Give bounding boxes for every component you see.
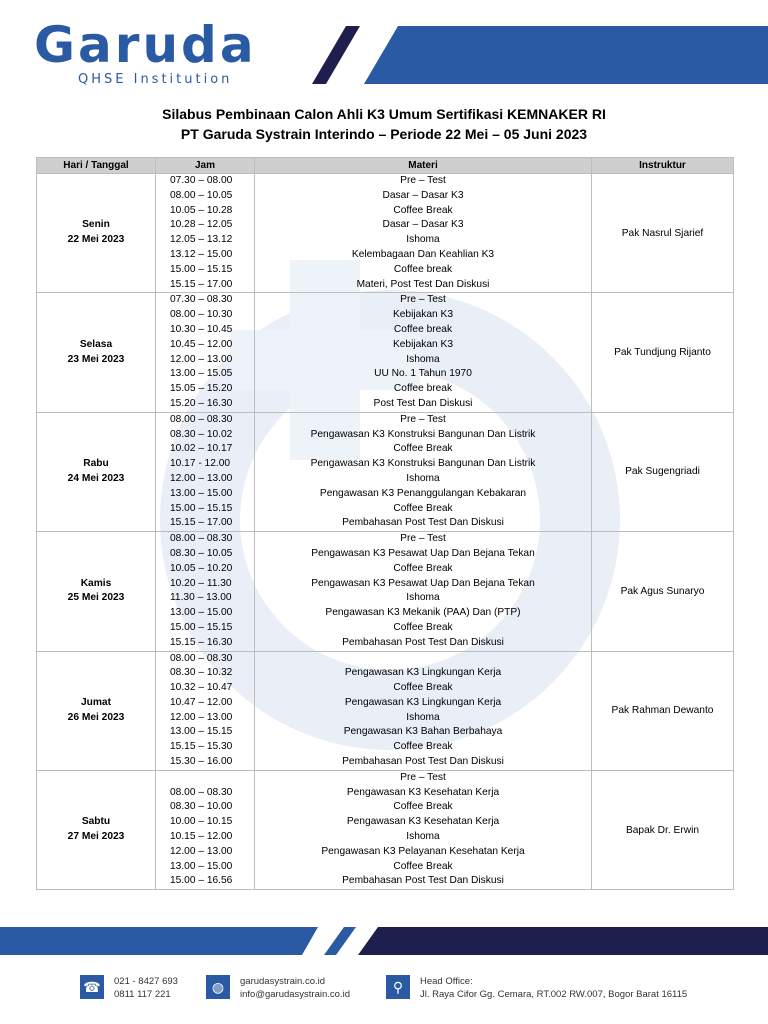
- material-cell: [255, 293, 592, 412]
- day-cell: [37, 770, 156, 889]
- day-date: 22 Mei 2023: [67, 234, 125, 246]
- day-cell: [37, 651, 156, 770]
- logo-name: Garuda: [34, 16, 257, 74]
- time-slot: 12.00 – 13.00: [170, 845, 233, 857]
- time-slot: 08.00 – 08.30: [170, 413, 233, 425]
- material-cell: [255, 412, 592, 531]
- table-row: [37, 412, 734, 531]
- material-item: Coffee break: [393, 323, 453, 335]
- time-slot: 10.28 – 12.05: [170, 219, 233, 231]
- material-item: [255, 652, 591, 667]
- time-slot: 08.00 – 08.30: [170, 652, 233, 664]
- time-slot: 08.30 – 10.05: [170, 547, 233, 559]
- office-label: Head Office:: [420, 976, 473, 987]
- time-slot: 13.12 – 15.00: [170, 248, 233, 260]
- globe-icon: ◍: [206, 975, 230, 999]
- day-name: Selasa: [79, 338, 113, 350]
- header-time: Jam: [156, 158, 255, 174]
- material-item: Pembahasan Post Test Dan Diskusi: [342, 636, 504, 648]
- material-item: Kelembagaan Dan Keahlian K3: [351, 248, 495, 260]
- phone-number-1: 021 - 8427 693: [114, 976, 178, 987]
- table-row: [37, 532, 734, 651]
- website-link[interactable]: garudasystrain.co.id: [240, 976, 326, 987]
- material-item: Pengawasan K3 Kesehatan Kerja: [346, 786, 500, 798]
- material-item: Coffee Break: [393, 801, 453, 813]
- time-slot: 13.00 – 15.00: [170, 487, 233, 499]
- day-date: 27 Mei 2023: [67, 831, 125, 843]
- time-slot: 08.00 – 10.30: [170, 309, 233, 321]
- day-name: Senin: [82, 219, 110, 231]
- day-cell: [37, 174, 156, 293]
- material-cell: [255, 770, 592, 889]
- phone-icon: ☎: [80, 975, 104, 999]
- day-name: Kamis: [80, 577, 112, 589]
- instructor-cell: Pak Tundjung Rijanto: [592, 293, 734, 412]
- day-cell: [37, 532, 156, 651]
- time-slot: 10.15 – 12.00: [170, 831, 233, 843]
- time-slot: 13.00 – 15.00: [170, 860, 233, 872]
- material-item: Kebijakan K3: [392, 309, 454, 321]
- material-item: Pre – Test: [400, 771, 446, 783]
- material-item: Coffee Break: [393, 621, 453, 633]
- time-slot: 08.30 – 10.00: [170, 801, 233, 813]
- office-address: Jl. Raya Cifor Gg. Cemara, RT.002 RW.007, Bogor Barat 16115: [420, 989, 688, 1000]
- footer-banner: [0, 915, 768, 965]
- time-slot: 10.00 – 10.15: [170, 816, 233, 828]
- table-row: [37, 770, 734, 889]
- time-slot: 10.20 – 11.30: [170, 577, 232, 589]
- time-slot: 15.15 – 16.30: [170, 636, 233, 648]
- material-item: Ishoma: [406, 592, 440, 604]
- material-item: Materi, Post Test Dan Diskusi: [356, 278, 490, 290]
- day-date: 25 Mei 2023: [67, 592, 125, 604]
- contact-office: [386, 975, 687, 1001]
- contact-web: [206, 975, 350, 1001]
- material-item: Pengawasan K3 Lingkungan Kerja: [344, 696, 502, 708]
- material-item: Coffee Break: [393, 860, 453, 872]
- material-item: Ishoma: [406, 472, 440, 484]
- time-slot: 08.00 – 08.30: [170, 786, 233, 798]
- material-item: Coffee break: [393, 383, 453, 395]
- material-item: Pembahasan Post Test Dan Diskusi: [342, 756, 504, 768]
- time-slot: 15.00 – 15.15: [170, 263, 233, 275]
- instructor-cell: Pak Nasrul Sjarief: [592, 174, 734, 293]
- material-item: Ishoma: [406, 353, 440, 365]
- time-slot: 15.15 – 15.30: [170, 741, 233, 753]
- material-item: Pre – Test: [400, 533, 446, 545]
- time-cell: [156, 532, 255, 651]
- header-day: Hari / Tanggal: [37, 158, 156, 174]
- time-slot: 13.00 – 15.05: [170, 368, 233, 380]
- email-link[interactable]: info@garudasystrain.co.id: [240, 989, 350, 1000]
- material-item: Coffee Break: [393, 443, 453, 455]
- time-slot: 15.15 – 17.00: [170, 278, 233, 290]
- location-pin-icon: ⚲: [386, 975, 410, 999]
- material-item: Pembahasan Post Test Dan Diskusi: [342, 875, 504, 887]
- contact-phone: [80, 975, 178, 1001]
- time-slot: 15.00 – 16.56: [170, 875, 233, 887]
- material-item: Post Test Dan Diskusi: [373, 397, 473, 409]
- material-item: Pengawasan K3 Pesawat Uap Dan Bejana Tekan: [311, 547, 535, 559]
- material-cell: [255, 532, 592, 651]
- time-cell: [156, 293, 255, 412]
- time-slot: 13.00 – 15.15: [170, 726, 233, 738]
- material-item: Coffee Break: [393, 682, 453, 694]
- material-item: Pre – Test: [400, 294, 446, 306]
- material-item: Pengawasan K3 Mekanik (PAA) Dan (PTP): [325, 607, 521, 619]
- header-instructor: Instruktur: [592, 158, 734, 174]
- time-slot: 12.05 – 13.12: [170, 234, 233, 246]
- day-name: Sabtu: [81, 816, 111, 828]
- instructor-cell: Pak Sugengriadi: [592, 412, 734, 531]
- material-cell: [255, 651, 592, 770]
- day-cell: [37, 293, 156, 412]
- time-slot: 15.00 – 15.15: [170, 502, 233, 514]
- material-item: Coffee Break: [393, 562, 453, 574]
- material-item: Ishoma: [406, 711, 440, 723]
- logo-subtitle: QHSE Institution: [78, 72, 233, 87]
- material-item: Pengawasan K3 Pelayanan Kesehatan Kerja: [321, 845, 525, 857]
- material-item: UU No. 1 Tahun 1970: [374, 368, 472, 380]
- day-name: Jumat: [80, 696, 111, 708]
- time-slot: 15.15 – 17.00: [170, 517, 233, 529]
- document-subtitle: PT Garuda Systrain Interindo – Periode 22 Mei – 05 Juni 2023: [180, 126, 588, 142]
- day-cell: [37, 412, 156, 531]
- material-item: Pengawasan K3 Pesawat Uap Dan Bejana Tekan: [311, 577, 535, 589]
- time-slot: [156, 771, 254, 786]
- material-item: Pengawasan K3 Kesehatan Kerja: [346, 816, 500, 828]
- table-header-row: [37, 158, 734, 174]
- time-slot: 07.30 – 08.30: [170, 294, 233, 306]
- document-title: Silabus Pembinaan Calon Ahli K3 Umum Sertifikasi KEMNAKER RI: [162, 106, 606, 122]
- time-slot: 10.30 – 10.45: [170, 323, 233, 335]
- material-item: Ishoma: [406, 831, 440, 843]
- day-date: 24 Mei 2023: [67, 472, 125, 484]
- material-item: Pengawasan K3 Bahan Berbahaya: [343, 726, 503, 738]
- time-slot: 10.47 – 12.00: [170, 696, 233, 708]
- time-slot: 12.00 – 13.00: [170, 711, 233, 723]
- day-name: Rabu: [83, 458, 109, 470]
- time-slot: 10.32 – 10.47: [170, 682, 233, 694]
- time-slot: 08.00 – 10.05: [170, 189, 233, 201]
- schedule-table: [36, 157, 734, 890]
- phone-number-2: 0811 117 221: [114, 989, 171, 1000]
- material-item: Ishoma: [406, 234, 440, 246]
- time-slot: 15.05 – 15.20: [170, 383, 233, 395]
- time-slot: 10.05 – 10.20: [170, 562, 233, 574]
- time-slot: 08.30 – 10.02: [170, 428, 233, 440]
- material-item: Pre – Test: [400, 413, 446, 425]
- material-item: Pre – Test: [400, 175, 446, 186]
- material-item: Pengawasan K3 Konstruksi Bangunan Dan Listrik: [310, 428, 536, 440]
- table-row: [37, 174, 734, 293]
- time-cell: [156, 651, 255, 770]
- day-date: 23 Mei 2023: [67, 353, 125, 365]
- time-slot: 12.00 – 13.00: [170, 472, 233, 484]
- time-slot: 15.20 – 16.30: [170, 397, 233, 409]
- time-slot: 10.17 - 12.00: [170, 458, 231, 470]
- instructor-cell: Bapak Dr. Erwin: [592, 770, 734, 889]
- material-item: Dasar – Dasar K3: [382, 219, 464, 231]
- material-item: Dasar – Dasar K3: [382, 189, 464, 201]
- time-slot: 13.00 – 15.00: [170, 607, 233, 619]
- time-slot: 15.30 – 16.00: [170, 756, 233, 768]
- time-slot: 10.02 – 10.17: [170, 443, 233, 455]
- time-slot: 10.45 – 12.00: [170, 338, 233, 350]
- instructor-cell: Pak Agus Sunaryo: [592, 532, 734, 651]
- time-slot: 08.00 – 08.30: [170, 533, 233, 545]
- material-item: Pengawasan K3 Lingkungan Kerja: [344, 667, 502, 679]
- time-cell: [156, 770, 255, 889]
- time-cell: [156, 174, 255, 293]
- material-item: Kebijakan K3: [392, 338, 454, 350]
- time-slot: 08.30 – 10.32: [170, 667, 233, 679]
- table-row: [37, 293, 734, 412]
- material-item: Pengawasan K3 Penanggulangan Kebakaran: [319, 487, 527, 499]
- material-item: Coffee Break: [393, 502, 453, 514]
- material-item: Coffee break: [393, 263, 453, 275]
- header-material: Materi: [255, 158, 592, 174]
- material-item: Pembahasan Post Test Dan Diskusi: [342, 517, 504, 529]
- material-cell: [255, 174, 592, 293]
- day-date: 26 Mei 2023: [67, 711, 125, 723]
- time-cell: [156, 412, 255, 531]
- material-item: Pengawasan K3 Konstruksi Bangunan Dan Listrik: [310, 458, 536, 470]
- material-item: Coffee Break: [393, 741, 453, 753]
- table-row: [37, 651, 734, 770]
- time-slot: 10.05 – 10.28: [170, 204, 233, 216]
- instructor-cell: Pak Rahman Dewanto: [592, 651, 734, 770]
- time-slot: 15.00 – 15.15: [170, 621, 233, 633]
- garuda-logo: [34, 16, 257, 87]
- time-slot: 07.30 – 08.00: [170, 175, 233, 186]
- time-slot: 12.00 – 13.00: [170, 353, 233, 365]
- time-slot: 11.30 – 13.00: [170, 592, 232, 604]
- material-item: Coffee Break: [393, 204, 453, 216]
